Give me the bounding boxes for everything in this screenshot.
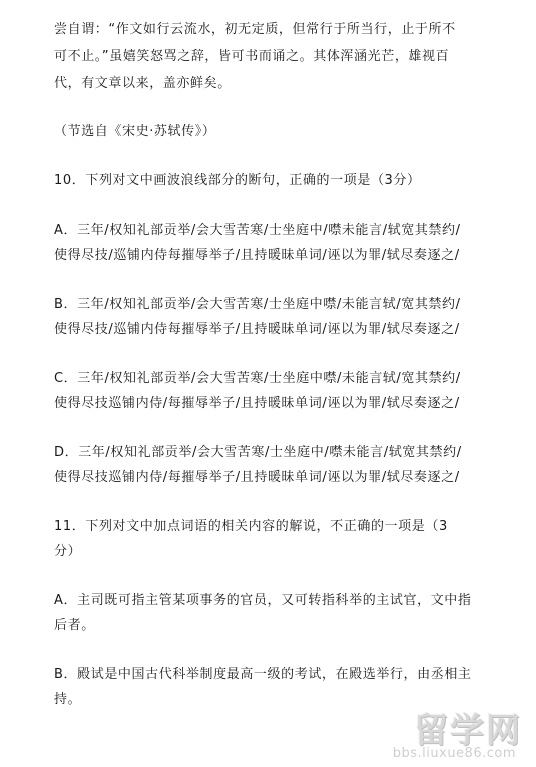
option-a-11-line-1: A．主司既可指主管某项事务的官员，又可转指科举的主试官，文中指 xyxy=(54,593,472,608)
option-a-11-line-2: 后者。 xyxy=(54,618,95,633)
question-11-stem-line-1: 11．下列对文中加点词语的相关内容的解说，不正确的一项是（3 xyxy=(54,519,448,534)
option-b-11-line-1: B．殿试是中国古代科举制度最高一级的考试，在殿选举行，由丞相主 xyxy=(54,667,472,682)
option-d-line-2: 使得尽技巡铺内侍/每摧辱举子/且持暖昧单词/诬以为罪/轼尽奏逐之/ xyxy=(54,470,460,485)
source-citation: （节选自《宋史·苏轼传》） xyxy=(54,124,216,139)
site-watermark xyxy=(346,703,528,761)
question-10-stem: 10．下列对文中画波浪线部分的断句，正确的一项是（3分） xyxy=(54,173,421,188)
option-c-line-2: 使得尽技巡铺内侍/每摧辱举子/且持暖昧单词/诬以为罪/轼尽奏逐之/ xyxy=(54,396,460,411)
option-b-line-1: B．三年/权知礼部贡举/会大雪苦寒/士坐庭中噤/未能言轼/宽其禁约/ xyxy=(54,297,461,312)
passage-line-2: 可不止。”虽嬉笑怒骂之辞，皆可书而诵之。其体浑涵光芒，雄视百 xyxy=(54,49,450,64)
option-a-line-2: 使得尽技/巡铺内侍每摧辱举子/且持暖昧单词/诬以为罪/轼尽奏逐之/ xyxy=(54,248,460,263)
question-11-stem-line-2: 分） xyxy=(54,544,82,559)
watermark-logo-text: 留学网 xyxy=(414,711,522,751)
option-a-line-1: A．三年/权知礼部贡举/会大雪苦寒/士坐庭中/噤未能言/轼宽其禁约/ xyxy=(54,223,461,238)
option-b-line-2: 使得尽技/巡铺内侍每摧辱举子/且持暖昧单词/诬以为罪/轼尽奏逐之/ xyxy=(54,322,460,337)
passage-line-1: 尝自谓：“作文如行云流水，初无定质，但常行于所当行，止于所不 xyxy=(54,22,456,37)
option-d-line-1: D．三年/权知礼部贡举/会大雪苦寒/士坐庭中/噤未能言/轼宽其禁约/ xyxy=(54,445,462,460)
watermark-url: bbs.liuxue86.com xyxy=(392,746,516,761)
passage-line-3: 代，有文章以来，盖亦鲜矣。 xyxy=(54,76,231,91)
option-c-line-1: C．三年/权知礼部贡举/会大雪苦寒/士坐庭中噤/未能言轼/宽其禁约/ xyxy=(54,371,461,386)
option-b-11-line-2: 持。 xyxy=(54,692,82,707)
